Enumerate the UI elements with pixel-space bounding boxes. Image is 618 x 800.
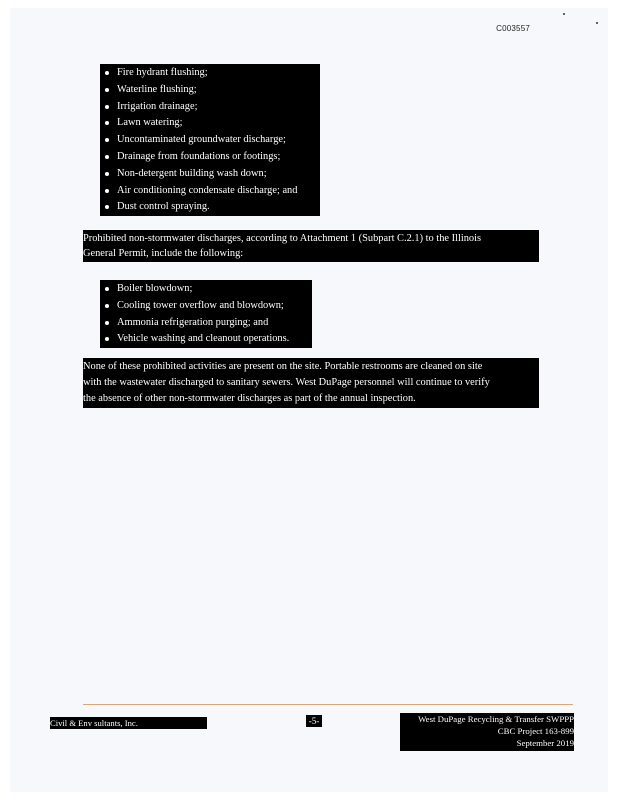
document-id: C003557 (496, 24, 530, 33)
permitted-discharges-list (100, 64, 320, 216)
list-item: Dust control spraying. (100, 199, 320, 216)
page-number: -5- (306, 715, 322, 727)
footer-company-name: Civil & Env sultants, Inc. (50, 717, 207, 729)
list-item: Lawn watering; (100, 115, 320, 132)
list-item: Drainage from foundations or footings; (100, 149, 320, 166)
list-item: Irrigation drainage; (100, 99, 320, 116)
footer-line: West DuPage Recycling & Transfer SWPPP (418, 714, 574, 724)
list-item: Cooling tower overflow and blowdown; (100, 298, 312, 315)
site-statement-paragraph (83, 358, 539, 408)
prohibited-discharges-list (100, 280, 312, 348)
list-item: Ammonia refrigeration purging; and (100, 315, 312, 332)
list-item: Waterline flushing; (100, 82, 320, 99)
paragraph-line: General Permit, include the following: (83, 248, 244, 259)
list-item: Uncontaminated groundwater discharge; (100, 132, 320, 149)
footer-project-info (400, 713, 574, 751)
scan-speck (563, 13, 565, 15)
list-item: Non-detergent building wash down; (100, 166, 320, 183)
footer-divider (83, 704, 573, 705)
footer-line: CBC Project 163-899 (497, 726, 574, 736)
paragraph-line: None of these prohibited activities are present on the site. Portable restrooms are cleaned on site (83, 361, 483, 372)
paragraph-line: the absence of other non-stormwater discharges as part of the annual inspection. (83, 393, 416, 404)
footer-line: September 2019 (516, 738, 574, 748)
paragraph-line: Prohibited non-stormwater discharges, according to Attachment 1 (Subpart C.2.1) to the Illinois (83, 233, 482, 244)
scan-speck (596, 22, 598, 24)
list-item: Fire hydrant flushing; (100, 65, 320, 82)
list-item: Vehicle washing and cleanout operations. (100, 331, 312, 348)
paragraph-line: with the wastewater discharged to sanitary sewers. West DuPage personnel will continue to verify (83, 377, 490, 388)
list-item: Boiler blowdown; (100, 281, 312, 298)
prohibited-intro-paragraph (83, 230, 539, 262)
list-item: Air conditioning condensate discharge; and (100, 183, 320, 200)
